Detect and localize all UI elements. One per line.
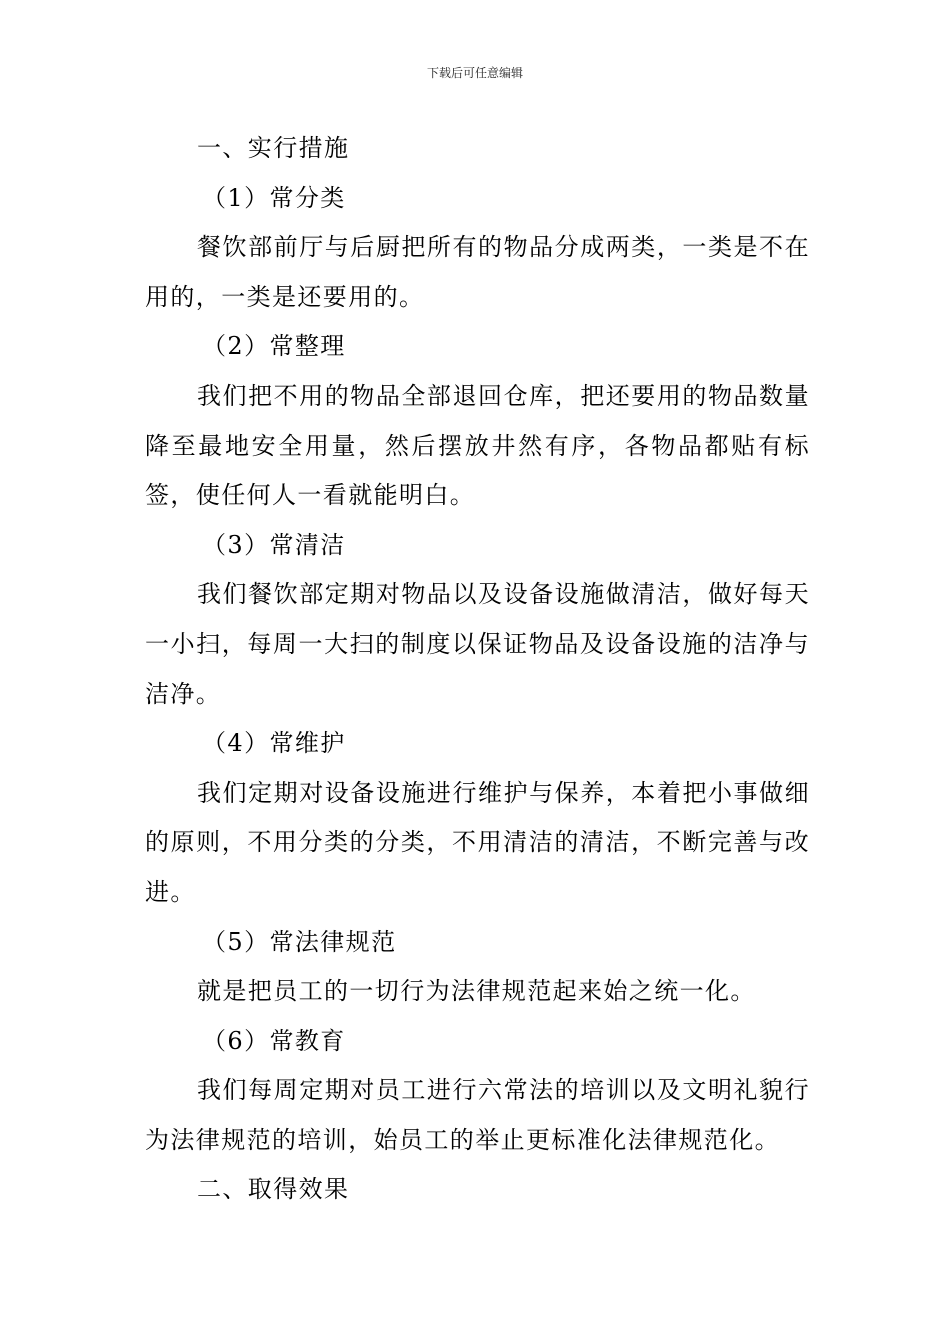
section-heading-measures: 一、实行措施 <box>197 134 350 162</box>
page-header: 下载后可任意编辑 <box>426 66 523 80</box>
subheading-clean: （3）常清洁 <box>202 530 346 559</box>
subheading-classify: （1）常分类 <box>202 183 346 212</box>
subheading-organize: （2）常整理 <box>202 332 346 361</box>
paragraph-clean: 我们餐饮部定期对物品以及设备设施做清洁，做好每天一小扫，每周一大扫的制度以保证物品及设备设施的洁净与洁净。 <box>145 580 810 708</box>
subheading-maintain: （4）常维护 <box>202 729 346 758</box>
paragraph-organize: 我们把不用的物品全部退回仓库，把还要用的物品数量降至最地安全用量，然后摆放井然有序，各物品都贴有标签，使任何人一看就能明白。 <box>145 381 810 510</box>
section-heading-results: 二、取得效果 <box>197 1175 350 1204</box>
subheading-educate: （6）常教育 <box>202 1026 346 1055</box>
paragraph-standardize: 就是把员工的一切行为法律规范起来始之统一化。 <box>197 977 756 1006</box>
paragraph-educate: 我们每周定期对员工进行六常法的培训以及文明礼貌行为法律规范的培训，始员工的举止更标准化法律规范化。 <box>145 1076 810 1154</box>
subheading-standardize: （5）常法律规范 <box>202 927 397 956</box>
paragraph-classify: 餐饮部前厅与后厨把所有的物品分成两类，一类是不在用的，一类是还要用的。 <box>145 233 810 311</box>
paragraph-maintain: 我们定期对设备设施进行维护与保养，本着把小事做细的原则，不用分类的分类，不用清洁的清洁，不断完善与改进。 <box>145 778 810 906</box>
document-body <box>145 124 810 1215</box>
